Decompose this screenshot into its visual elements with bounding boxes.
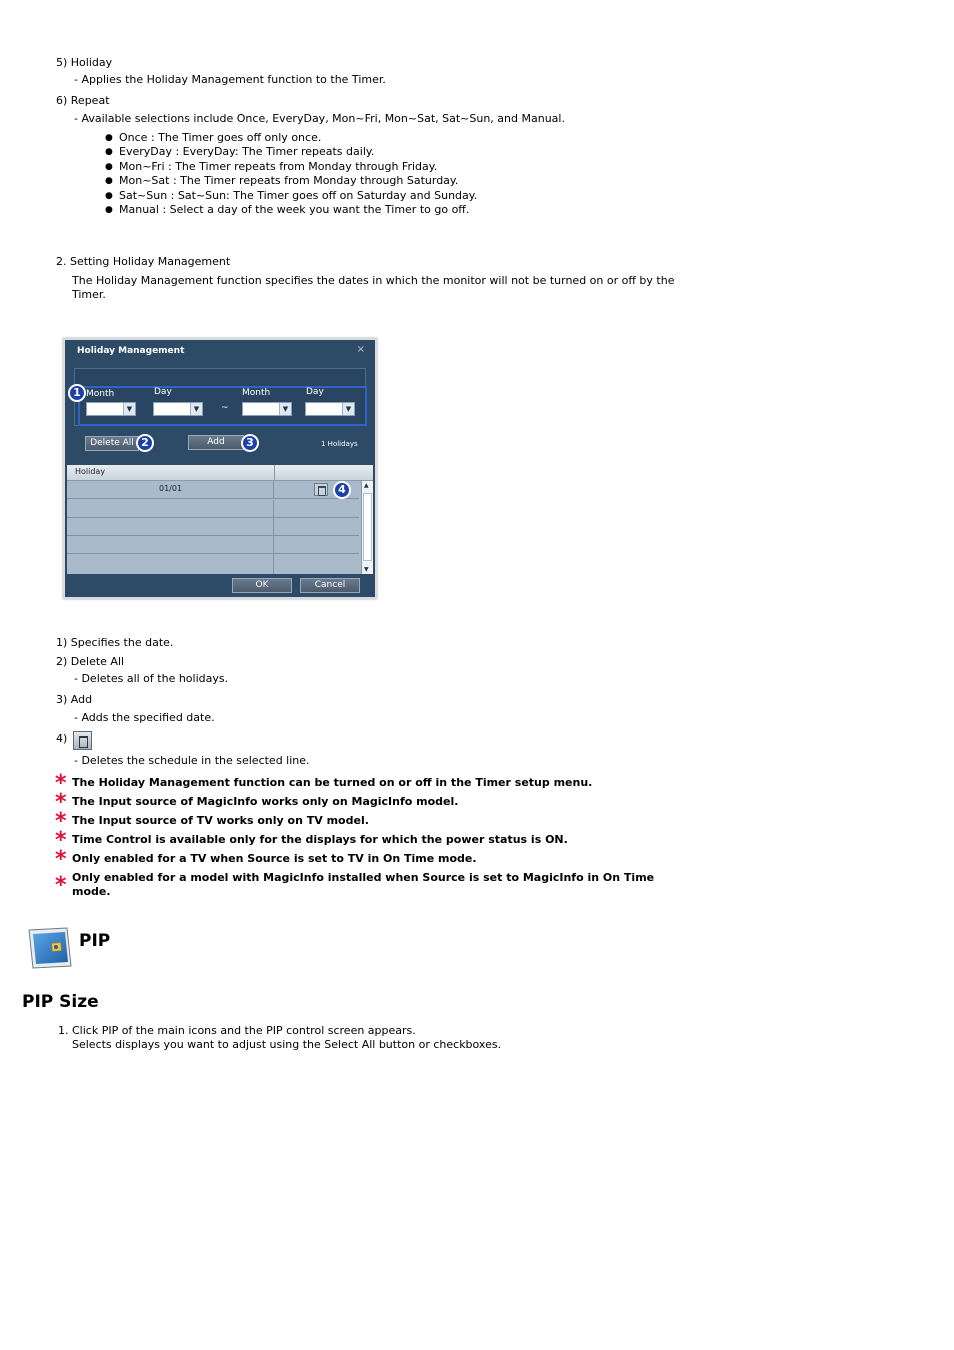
table-row[interactable]	[67, 536, 359, 554]
desc-item-3-detail: - Adds the specified date.	[74, 711, 215, 724]
note-text: The Input source of TV works only on TV model.	[72, 814, 369, 827]
trash-icon[interactable]	[314, 483, 328, 496]
desc-item-1: 1) Specifies the date.	[56, 636, 174, 649]
scroll-up-icon[interactable]: ▲	[364, 482, 369, 489]
chevron-down-icon: ▼	[123, 403, 135, 415]
desc-item-4: 4)	[56, 732, 68, 745]
section-desc: The Holiday Management function specifies the dates in which the monitor will not be turned on or off by the	[72, 274, 675, 287]
holiday-item-title: 5) Holiday	[56, 56, 113, 69]
table-row[interactable]	[67, 554, 359, 574]
section-desc: Timer.	[72, 288, 106, 301]
callout-badge-2: 2	[136, 434, 154, 452]
dialog-title: Holiday Management	[77, 346, 185, 356]
trash-icon	[73, 731, 92, 750]
note-star-icon: *	[55, 828, 67, 853]
holiday-date: 01/01	[159, 484, 183, 493]
note-text: The Holiday Management function can be turned on or off in the Timer setup menu.	[72, 776, 593, 789]
add-button[interactable]: Add	[188, 435, 244, 450]
repeat-option: ● Mon~Fri : The Timer repeats from Monday through Friday.	[119, 160, 437, 174]
note-star-icon: *	[55, 790, 67, 815]
repeat-item-desc: - Available selections include Once, EveryDay, Mon~Fri, Mon~Sat, Sat~Sun, and Manual.	[74, 112, 565, 125]
note-star-icon: *	[55, 873, 67, 898]
repeat-option: ● Sat~Sun : Sat~Sun: The Timer goes off on Saturday and Sunday.	[119, 189, 477, 203]
cancel-button[interactable]: Cancel	[300, 578, 360, 593]
callout-badge-3: 3	[241, 434, 259, 452]
note-text: Only enabled for a TV when Source is set to TV in On Time mode.	[72, 852, 477, 865]
callout-badge-1: 1	[68, 384, 86, 402]
range-tilde: ~	[221, 403, 229, 413]
pip-step-1-detail: Selects displays you want to adjust using the Select All button or checkboxes.	[72, 1038, 502, 1051]
month-label: Month	[86, 389, 115, 399]
table-header	[67, 465, 373, 481]
end-day-select[interactable]	[305, 402, 355, 416]
table-row[interactable]	[67, 500, 359, 518]
chevron-down-icon: ▼	[342, 403, 354, 415]
note-text: Only enabled for a model with MagicInfo installed when Source is set to MagicInfo in On Time	[72, 871, 655, 884]
note-star-icon: *	[55, 771, 67, 796]
table-row[interactable]	[67, 518, 359, 536]
day-label-end: Day	[306, 387, 324, 397]
desc-item-3: 3) Add	[56, 693, 93, 706]
holiday-count: 1 Holidays	[321, 440, 358, 448]
repeat-option: ● Manual : Select a day of the week you want the Timer to go off.	[119, 203, 469, 217]
desc-item-4-detail: - Deletes the schedule in the selected line.	[74, 754, 310, 767]
repeat-option: ● Mon~Sat : The Timer repeats from Monday through Saturday.	[119, 174, 458, 188]
holiday-item-desc: - Applies the Holiday Management function to the Timer.	[74, 73, 386, 86]
date-panel	[74, 368, 366, 426]
delete-all-button[interactable]: Delete All	[85, 436, 139, 451]
table-scrollbar[interactable]	[361, 481, 373, 574]
column-header-holiday: Holiday	[75, 467, 106, 476]
note-star-icon: *	[55, 847, 67, 872]
pip-monitor-icon	[27, 926, 73, 970]
holiday-management-dialog	[63, 338, 377, 599]
table-row[interactable]	[67, 481, 359, 499]
pip-size-heading: PIP Size	[22, 992, 99, 1012]
ok-button[interactable]: OK	[232, 578, 292, 593]
chevron-down-icon: ▼	[279, 403, 291, 415]
note-text: mode.	[72, 885, 111, 898]
day-label: Day	[154, 387, 172, 397]
callout-badge-4: 4	[333, 481, 351, 499]
section-title: 2. Setting Holiday Management	[56, 255, 231, 268]
end-month-select[interactable]	[242, 402, 292, 416]
start-month-select[interactable]	[86, 402, 136, 416]
repeat-item-title: 6) Repeat	[56, 94, 110, 107]
holiday-table	[67, 465, 373, 574]
desc-item-2-detail: - Deletes all of the holidays.	[74, 672, 229, 685]
month-label-end: Month	[242, 388, 271, 398]
desc-item-2: 2) Delete All	[56, 655, 125, 668]
scroll-down-icon[interactable]: ▼	[364, 566, 369, 573]
note-text: The Input source of MagicInfo works only on MagicInfo model.	[72, 795, 459, 808]
note-star-icon: *	[55, 809, 67, 834]
chevron-down-icon: ▼	[190, 403, 202, 415]
scroll-thumb[interactable]	[363, 493, 372, 561]
start-day-select[interactable]	[153, 402, 203, 416]
pip-heading: PIP	[79, 931, 111, 951]
repeat-option: ● Once : The Timer goes off only once.	[119, 131, 321, 145]
pip-step-1: 1. Click PIP of the main icons and the PIP control screen appears.	[58, 1024, 416, 1037]
repeat-option: ● EveryDay : EveryDay: The Timer repeats daily.	[119, 145, 374, 159]
close-icon[interactable]: ×	[356, 344, 365, 355]
note-text: Time Control is available only for the displays for which the power status is ON.	[72, 833, 568, 846]
